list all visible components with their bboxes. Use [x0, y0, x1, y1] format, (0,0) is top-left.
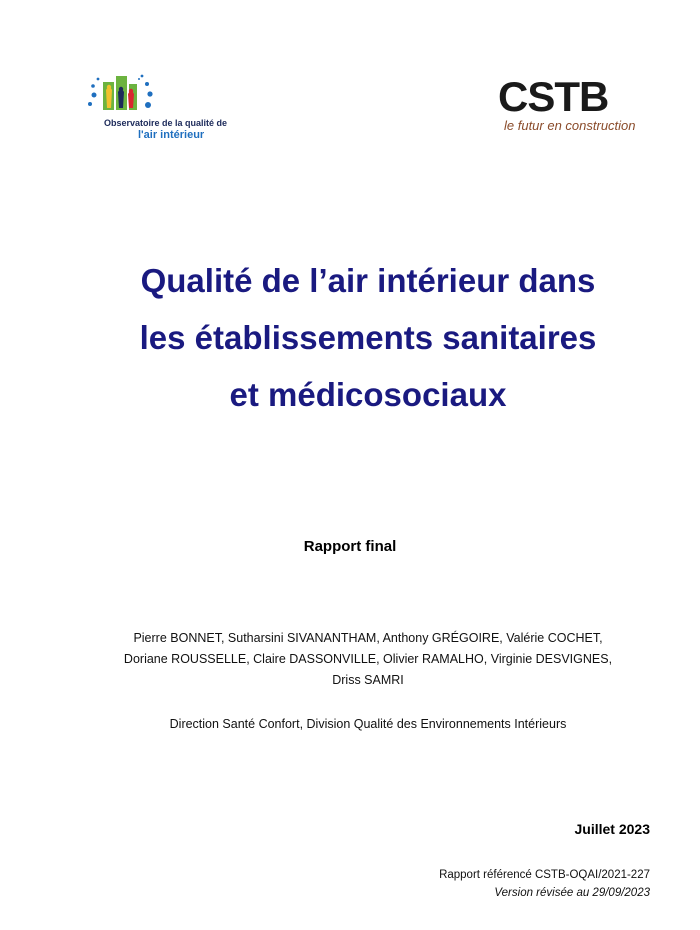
authors-line: Driss SAMRI — [332, 673, 404, 687]
document-title — [60, 252, 676, 423]
oqai-logo — [84, 70, 254, 144]
oqai-emblem-icon — [84, 70, 164, 120]
report-reference-block — [439, 866, 650, 902]
direction-department: Direction Santé Confort, Division Qualité des Environnements Intérieurs — [169, 717, 567, 731]
title-line: Qualité de l’air intérieur dans — [140, 262, 596, 299]
revision-note: Version révisée au 29/09/2023 — [494, 887, 650, 899]
title-line: et médicosociaux — [229, 376, 507, 413]
cstb-logo-wordmark: CSTB — [498, 73, 609, 120]
oqai-logo-text-line2: l'air intérieur — [138, 129, 205, 141]
publication-date: Juillet 2023 — [574, 821, 650, 837]
title-line: les établissements sanitaires — [139, 319, 597, 356]
cstb-logo-tagline: le futur en construction — [504, 118, 636, 133]
authors-line: Pierre BONNET, Sutharsini SIVANANTHAM, Anthony GRÉGOIRE, Valérie COCHET, — [133, 631, 603, 645]
report-reference: Rapport référencé CSTB-OQAI/2021-227 — [439, 869, 650, 881]
oqai-logo-text-line1: Observatoire de la qualité de — [104, 118, 228, 128]
document-subtitle: Rapport final — [303, 538, 397, 555]
cstb-logo — [498, 73, 648, 140]
authors-line: Doriane ROUSSELLE, Claire DASSONVILLE, Olivier RAMALHO, Virginie DESVIGNES, — [123, 652, 613, 666]
authors-list — [60, 628, 676, 691]
